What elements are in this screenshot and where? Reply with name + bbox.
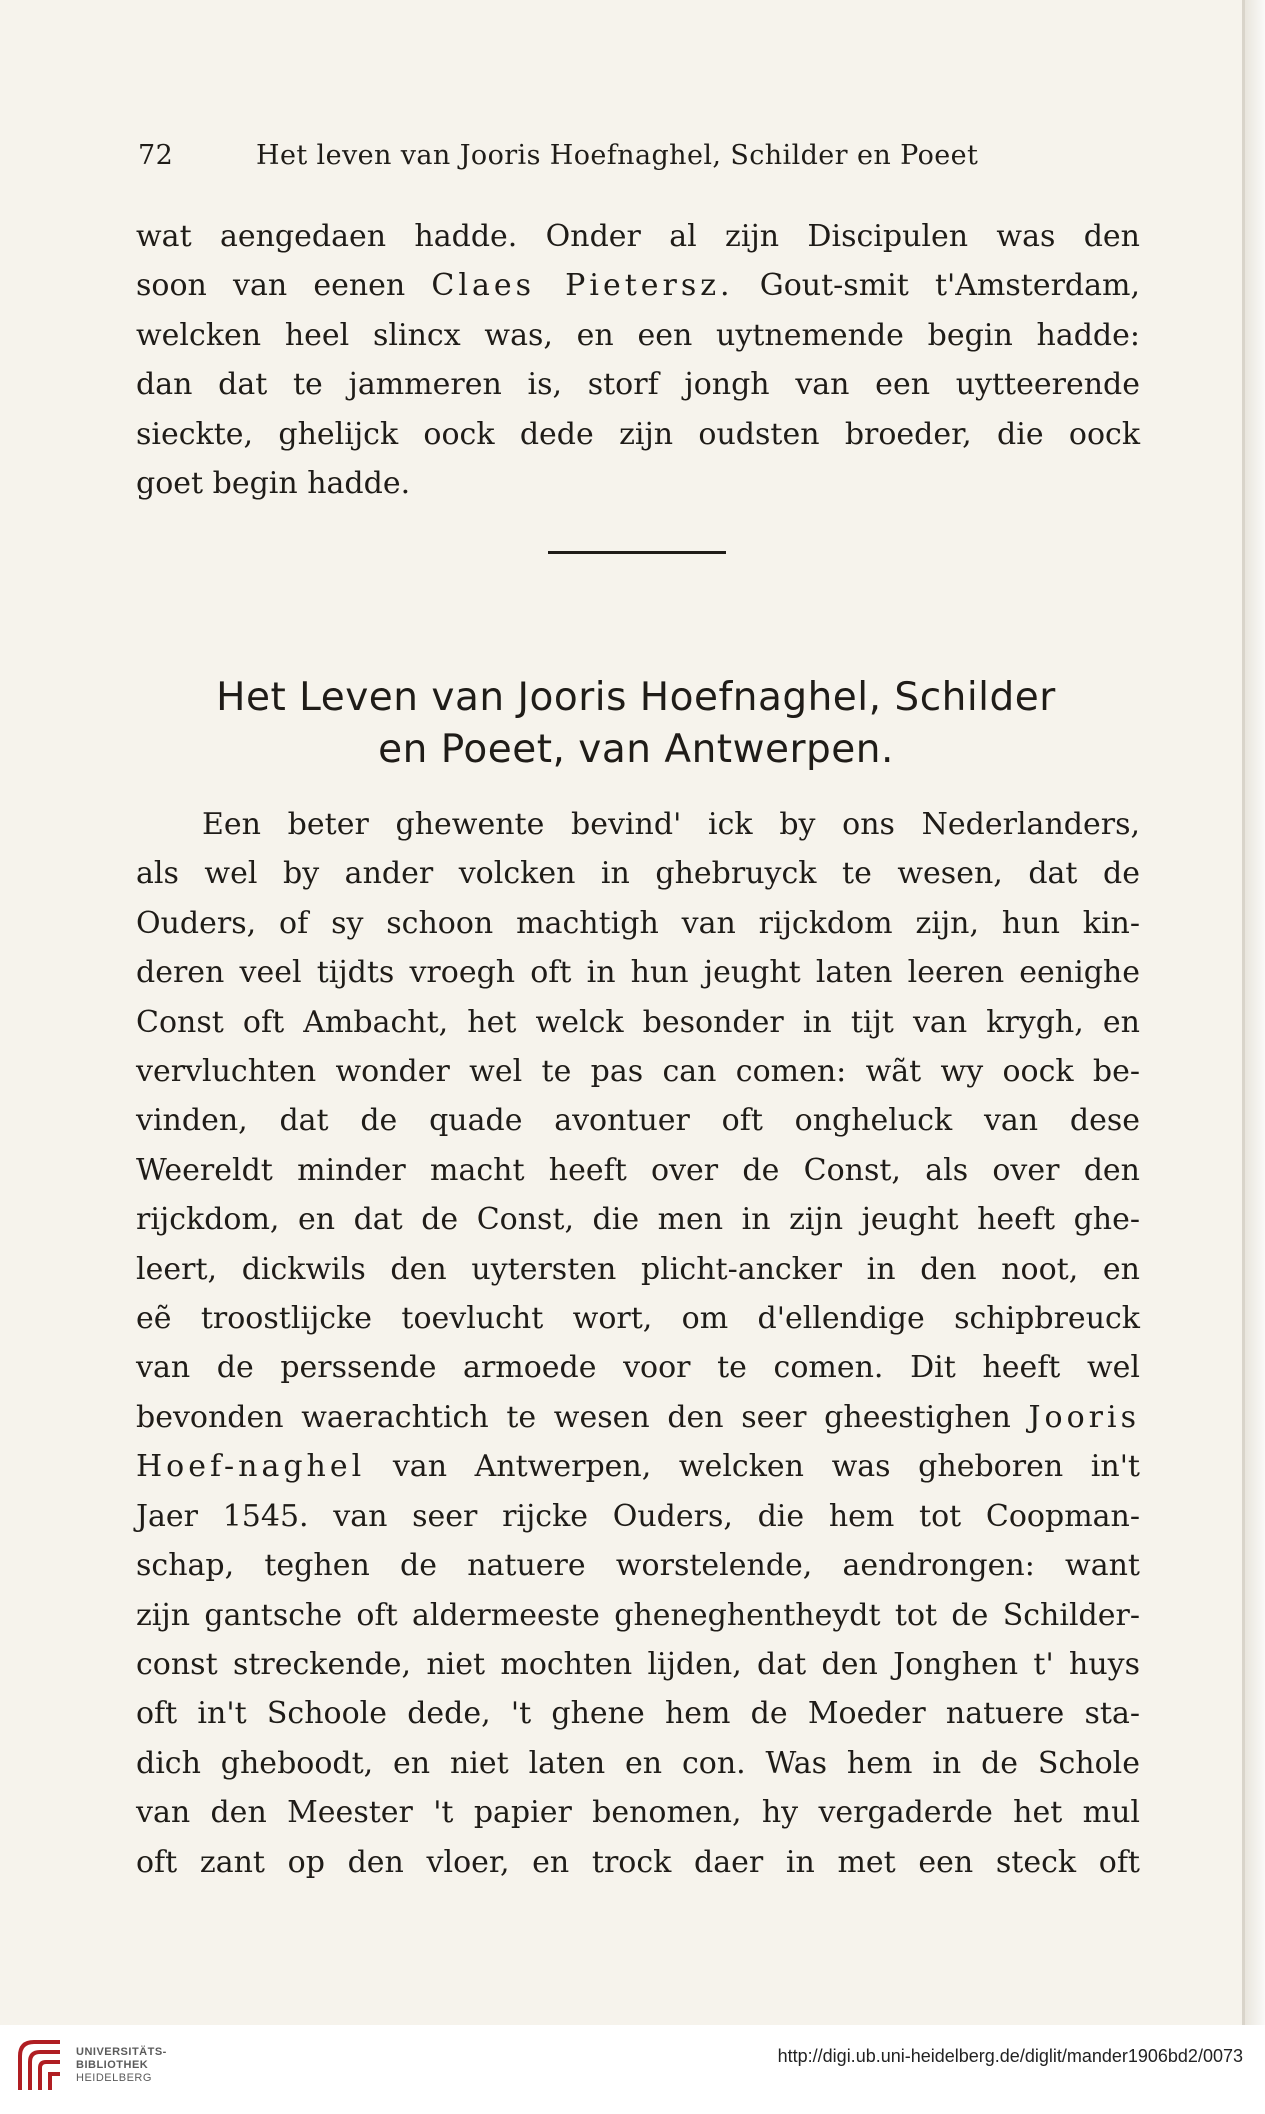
- library-logo-icon: [14, 2034, 70, 2094]
- chapter-body-text: [136, 800, 1140, 1887]
- text-line: dan dat te jammeren is, storf jongh van een uytteerende: [136, 367, 1140, 403]
- page-number: 72: [138, 140, 174, 171]
- text-line: zijn gantsche oft aldermeeste gheneghentheydt tot de Schilder-: [136, 1597, 1140, 1633]
- text-line: als wel by ander volcken in ghebruyck te wesen, dat de: [136, 856, 1140, 892]
- page-edge: [1245, 0, 1265, 2025]
- text-line: schap, teghen de natuere worstelende, aendrongen: want: [136, 1548, 1140, 1584]
- library-name: UNIVERSITÄTS- BIBLIOTHEK HEIDELBERG: [76, 2046, 167, 2084]
- text-line: bevonden waerachtich te wesen den seer gheestighen Jooris: [136, 1399, 1140, 1435]
- chapter-title-line1: Het Leven van Jooris Hoefnaghel, Schilder: [216, 675, 1056, 720]
- text-line: van de perssende armoede voor te comen. Dit heeft wel: [136, 1350, 1140, 1386]
- previous-section-text: [136, 212, 1140, 508]
- name-hoef-naghel: Hoef-naghel: [136, 1449, 366, 1485]
- text-line: van den Meester 't papier benomen, hy vergaderde het mul: [136, 1795, 1140, 1831]
- text-line: vinden, dat de quade avontuer oft ongheluck van dese: [136, 1103, 1140, 1139]
- name-jooris: Jooris: [1028, 1399, 1140, 1435]
- text-line: Hoef-naghel van Antwerpen, welcken was gheboren in't: [136, 1449, 1140, 1485]
- text-line: eẽ troostlijcke toevlucht wort, om d'ellendige schipbreuck: [136, 1301, 1140, 1337]
- text-line: Const oft Ambacht, het welck besonder in tijt van krygh, en: [136, 1004, 1140, 1040]
- text-line: vervluchten wonder wel te pas can comen: wãt wy oock be-: [136, 1054, 1140, 1090]
- text-line: goet begin hadde.: [136, 466, 411, 502]
- running-title: Het leven van Jooris Hoefnaghel, Schilder en Poeet: [256, 140, 979, 171]
- footer-bar: [0, 2025, 1265, 2114]
- section-divider: [548, 551, 726, 554]
- running-head: [138, 140, 1018, 171]
- text-line: Weereldt minder macht heeft over de Const, als over den: [136, 1152, 1140, 1188]
- text-line: oft in't Schoole dede, 't ghene hem de Moeder natuere sta-: [136, 1696, 1140, 1732]
- source-url-link[interactable]: http://digi.ub.uni-heidelberg.de/diglit/mander1906bd2/0073: [777, 2046, 1243, 2066]
- name-claes-pietersz: Claes Pietersz.: [431, 268, 734, 304]
- text-line: leert, dickwils den uytersten plicht-ancker in den noot, en: [136, 1251, 1140, 1287]
- text-line: welcken heel slincx was, en een uytnemende begin hadde:: [136, 317, 1140, 353]
- text-line: Ouders, of sy schoon machtigh van rijckdom zijn, hun kin-: [136, 905, 1140, 941]
- text-line: soon van eenen Claes Pietersz. Gout-smit t'Amsterdam,: [136, 268, 1140, 304]
- text-line: Een beter ghewente bevind' ick by ons Nederlanders,: [202, 807, 1140, 842]
- text-line: dich gheboodt, en niet laten en con. Was hem in de Schole: [136, 1745, 1140, 1781]
- chapter-title-line2: en Poeet, van Antwerpen.: [378, 727, 894, 772]
- text-line: const streckende, niet mochten lijden, dat den Jonghen t' huys: [136, 1646, 1140, 1682]
- text-line: rijckdom, en dat de Const, die men in zijn jeught heeft ghe-: [136, 1202, 1140, 1238]
- chapter-title: [100, 672, 1172, 776]
- text-line: wat aengedaen hadde. Onder al zijn Discipulen was den: [136, 219, 1140, 254]
- text-line: Jaer 1545. van seer rijcke Ouders, die hem tot Coopman-: [136, 1498, 1140, 1534]
- text-line: oft zant op den vloer, en trock daer in met een steck oft: [136, 1844, 1140, 1880]
- text-line: sieckte, ghelijck oock dede zijn oudsten broeder, die oock: [136, 416, 1140, 452]
- text-line: deren veel tijdts vroegh oft in hun jeught laten leeren eenighe: [136, 955, 1140, 991]
